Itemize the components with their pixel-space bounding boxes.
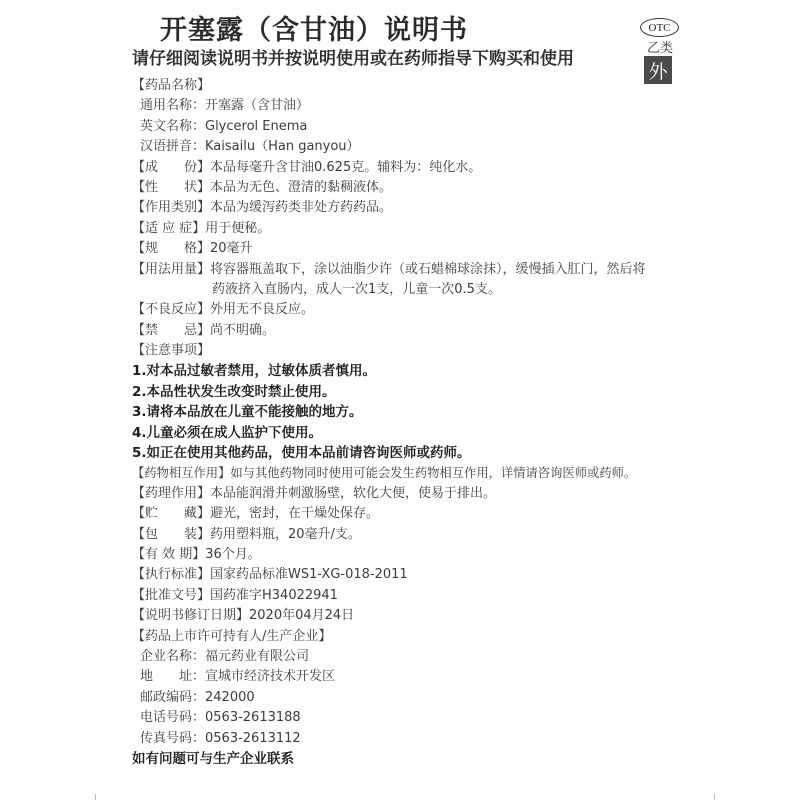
leaflet-body [132, 76, 712, 769]
company-name: 企业名称：福元药业有限公司 [140, 648, 310, 664]
precaution-item: 1.对本品过敏者禁用，过敏体质者慎用。 [132, 363, 377, 380]
pharmacology: 【药理作用】本品能润滑并刺激肠壁，软化大便，使易于排出。 [132, 485, 497, 501]
ingredients: 【成 份】本品每毫升含甘油0.625克。辅料为：纯化水。 [132, 159, 482, 175]
reading-notice: 请仔细阅读说明书并按说明使用或在药师指导下购买和使用 [132, 49, 574, 69]
precaution-item: 3.请将本品放在儿童不能接触的地方。 [132, 404, 363, 421]
company-address: 地 址：宣城市经济技术开发区 [140, 669, 336, 685]
generic-name: 通用名称：开塞露（含甘油） [140, 98, 310, 114]
postcode: 邮政编码：242000 [140, 689, 255, 705]
approval-number: 【批准文号】国药准字H34022941 [132, 587, 338, 603]
section-header-name: 【药品名称】 [132, 78, 211, 93]
indications: 【适 应 症】用于便秘。 [132, 220, 271, 236]
fax-number: 传真号码：0563-2613112 [140, 730, 301, 746]
precaution-item: 5.如正在使用其他药品，使用本品前请咨询医师或药师。 [132, 445, 471, 462]
action-category: 【作用类别】本品为缓泻药类非处方药药品。 [132, 200, 393, 216]
appearance: 【性 状】本品为无色、澄清的黏稠液体。 [132, 179, 393, 195]
otc-class-label: 乙类 [646, 41, 673, 56]
validity: 【有 效 期】36个月。 [132, 546, 261, 562]
external-use-badge: 外 [644, 56, 672, 84]
execution-standard: 【执行标准】国家药品标准WS1-XG-018-2011 [132, 567, 408, 583]
page-edge-mark-left [95, 794, 96, 800]
storage: 【贮 藏】避光，密封，在干燥处保存。 [132, 506, 380, 522]
pinyin-name: 汉语拼音：Kaisailu（Han ganyou） [140, 139, 360, 155]
contraindications: 【禁 忌】尚不明确。 [132, 322, 276, 338]
precaution-item: 2.本品性状发生改变时禁止使用。 [132, 383, 336, 400]
english-name: 英文名称：Glycerol Enema [140, 118, 308, 134]
precaution-item: 4.儿童必须在成人监护下使用。 [132, 424, 323, 441]
drug-interactions: 【药物相互作用】如与其他药物同时使用可能会发生药物相互作用，详情请咨询医师或药师。 [132, 466, 637, 481]
otc-badge [640, 18, 679, 37]
revision-date: 【说明书修订日期】2020年04月24日 [132, 608, 355, 624]
section-header-precautions: 【注意事项】 [132, 343, 211, 359]
phone-number: 电话号码：0563-2613188 [140, 710, 301, 726]
document-title: 开塞露（含甘油）说明书 [160, 15, 468, 46]
specification: 【规 格】20毫升 [132, 241, 253, 257]
section-header-holder: 【药品上市许可持有人/生产企业】 [132, 628, 332, 644]
usage-line-1: 【用法用量】将容器瓶盖取下，涂以油脂少许（或石蜡棉球涂抹），缓慢插入肛门，然后将 [132, 261, 646, 277]
adverse-reactions: 【不良反应】外用无不良反应。 [132, 302, 315, 318]
usage-line-2: 药液挤入直肠内，成人一次1支，儿童一次0.5支。 [212, 281, 501, 297]
otc-label: OTC [648, 21, 671, 34]
package: 【包 装】药用塑料瓶，20毫升/支。 [132, 526, 361, 542]
page-edge-mark-right [714, 794, 715, 800]
contact-footer: 如有问题可与生产企业联系 [132, 750, 294, 767]
